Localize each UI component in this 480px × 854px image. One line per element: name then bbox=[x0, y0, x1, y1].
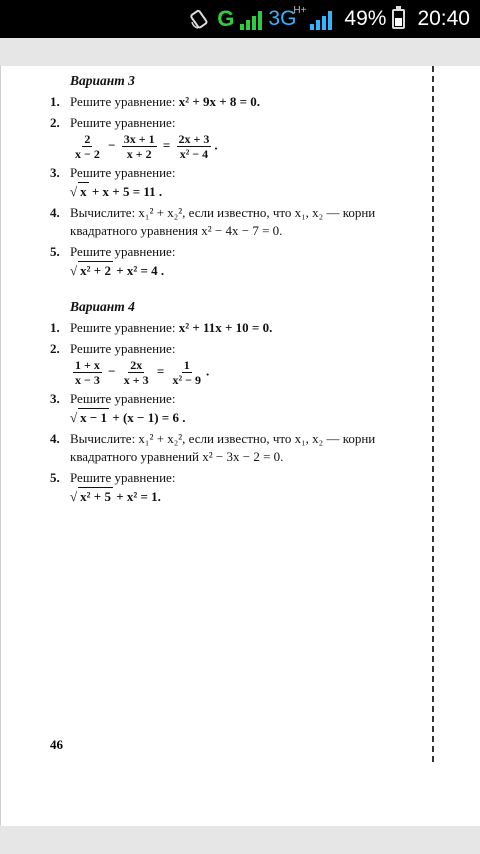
variant-4-task-4: 4. Вычислите: x₁² + x₂², если известно, что x₁, x₂ — корни квадратного уравнений x² − 3x − 2 = 0. bbox=[50, 431, 376, 464]
variant-4-title: Вариант 4 bbox=[70, 299, 135, 314]
variant-3-task-1: 1. Решите уравнение: x² + 9x + 8 = 0. bbox=[50, 94, 261, 109]
signal-icon-2 bbox=[310, 8, 332, 30]
document-content bbox=[48, 72, 428, 506]
network-type-hplus: H+ bbox=[293, 5, 307, 16]
variant-4-task-3: 3. Решите уравнение: √ x − 1 + (x − 1) = 6 . bbox=[50, 391, 186, 425]
status-bar bbox=[0, 0, 480, 38]
dashed-cut-line bbox=[432, 66, 434, 762]
variant-4-task-1: 1. Решите уравнение: x² + 11x + 10 = 0. bbox=[50, 320, 273, 335]
variant-3-task-4: 4. Вычислите: x₁² + x₂², если известно, что x₁, x₂ — корни квадратного уравнения x² − 4x − 7 = 0. bbox=[50, 205, 376, 238]
variant-3-title: Вариант 3 bbox=[70, 73, 135, 88]
variant-4-task-2: 2. Решите уравнение: $\frac{1 + x}{x - 3}$ − $\frac{2x}{x + 3}$ = $\frac{1}{\text{x² − 9}}$ . bbox=[50, 341, 210, 387]
variant-3-task-2: 2. Решите уравнение: $\frac{2}{x - 2}$ − $\frac{3x + 1}{x + 2}$ = $\frac{2x + 3}{\text{x² − 4}}$ . bbox=[50, 115, 218, 161]
variant-3-task-3: 3. Решите уравнение: √ x + x + 5 = 11 . bbox=[50, 165, 176, 199]
page-edge bbox=[0, 66, 1, 826]
variant-3-task-5: 5. Решите уравнение: √ x² + 2 + x² = 4 . bbox=[50, 244, 176, 278]
page-number: 46 bbox=[50, 737, 63, 752]
network-type-g: G bbox=[217, 6, 235, 31]
network-type-3g: 3G H+ bbox=[268, 5, 307, 30]
variant-4-task-5: 5. Решите уравнение: √ x² + 5 + x² = 1. bbox=[50, 470, 176, 504]
battery-icon bbox=[392, 9, 405, 29]
battery-percent: 49% bbox=[344, 7, 387, 30]
clock-time: 20:40 bbox=[417, 7, 470, 30]
rotation-lock-icon bbox=[189, 8, 211, 30]
signal-icon bbox=[240, 8, 262, 30]
